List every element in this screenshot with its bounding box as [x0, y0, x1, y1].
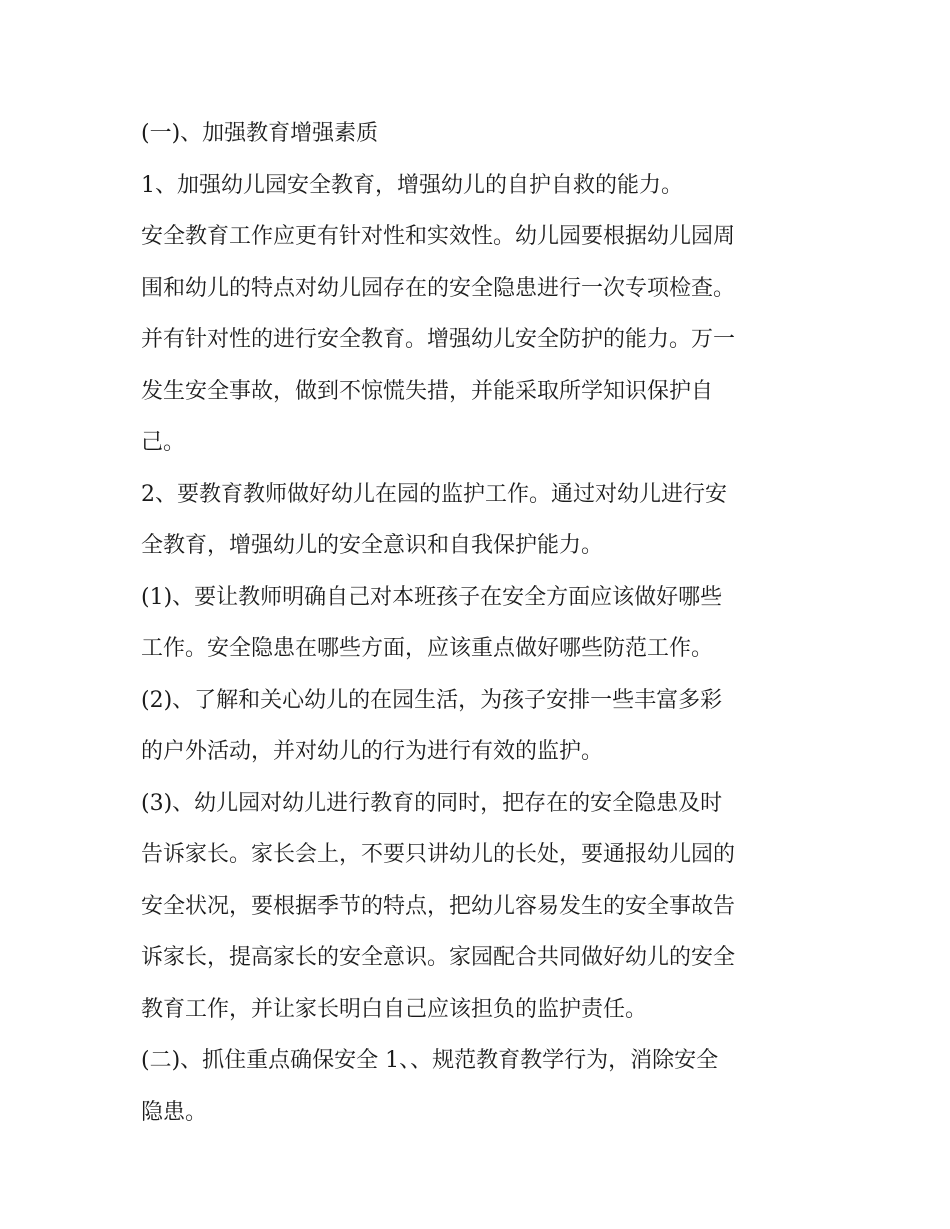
paragraph-line: 发生安全事故，做到不惊慌失措，并能采取所学知识保护自 — [141, 378, 714, 404]
section-heading-2: (二)、抓住重点确保安全 1、、规范教育教学行为，消除安全 — [141, 1048, 719, 1073]
paragraph-line: (1)、要让教师明确自己对本班孩子在安全方面应该做好哪些 — [141, 584, 723, 610]
paragraph-line: 教育工作，并让家长明白自己应该担负的监护责任。 — [141, 996, 648, 1022]
document-body — [141, 108, 816, 1138]
paragraph-line: (2)、了解和关心幼儿的在园生活，为孩子安排一些丰富多彩 — [141, 687, 723, 713]
paragraph-line: 安全状况，要根据季节的特点，把幼儿容易发生的安全事故告 — [141, 893, 736, 919]
paragraph-line: 安全教育工作应更有针对性和实效性。幼儿园要根据幼儿园周 — [141, 224, 736, 249]
paragraph-line: 工作。安全隐患在哪些方面，应该重点做好哪些防范工作。 — [141, 636, 714, 661]
paragraph-line: 告诉家长。家长会上，不要只讲幼儿的长处，要通报幼儿园的 — [141, 842, 736, 867]
paragraph-line: (3)、幼儿园对幼儿进行教育的同时，把存在的安全隐患及时 — [141, 790, 723, 816]
paragraph-line: 1、加强幼儿园安全教育，增强幼儿的自护自救的能力。 — [141, 172, 683, 198]
paragraph-line: 己。 — [141, 430, 186, 455]
paragraph-line: 隐患。 — [141, 1099, 208, 1125]
paragraph-line: 诉家长，提高家长的安全意识。家园配合共同做好幼儿的安全 — [141, 945, 736, 970]
paragraph-line: 2、要教育教师做好幼儿在园的监护工作。通过对幼儿进行安 — [141, 481, 727, 507]
paragraph-line: 全教育，增强幼儿的安全意识和自我保护能力。 — [141, 533, 604, 558]
paragraph-line: 围和幼儿的特点对幼儿园存在的安全隐患进行一次专项检查。 — [141, 275, 736, 301]
section-heading-1: (一)、加强教育增强素质 — [141, 121, 379, 146]
paragraph-line: 并有针对性的进行安全教育。增强幼儿安全防护的能力。万一 — [141, 327, 736, 352]
paragraph-line: 的户外活动，并对幼儿的行为进行有效的监护。 — [141, 739, 604, 764]
